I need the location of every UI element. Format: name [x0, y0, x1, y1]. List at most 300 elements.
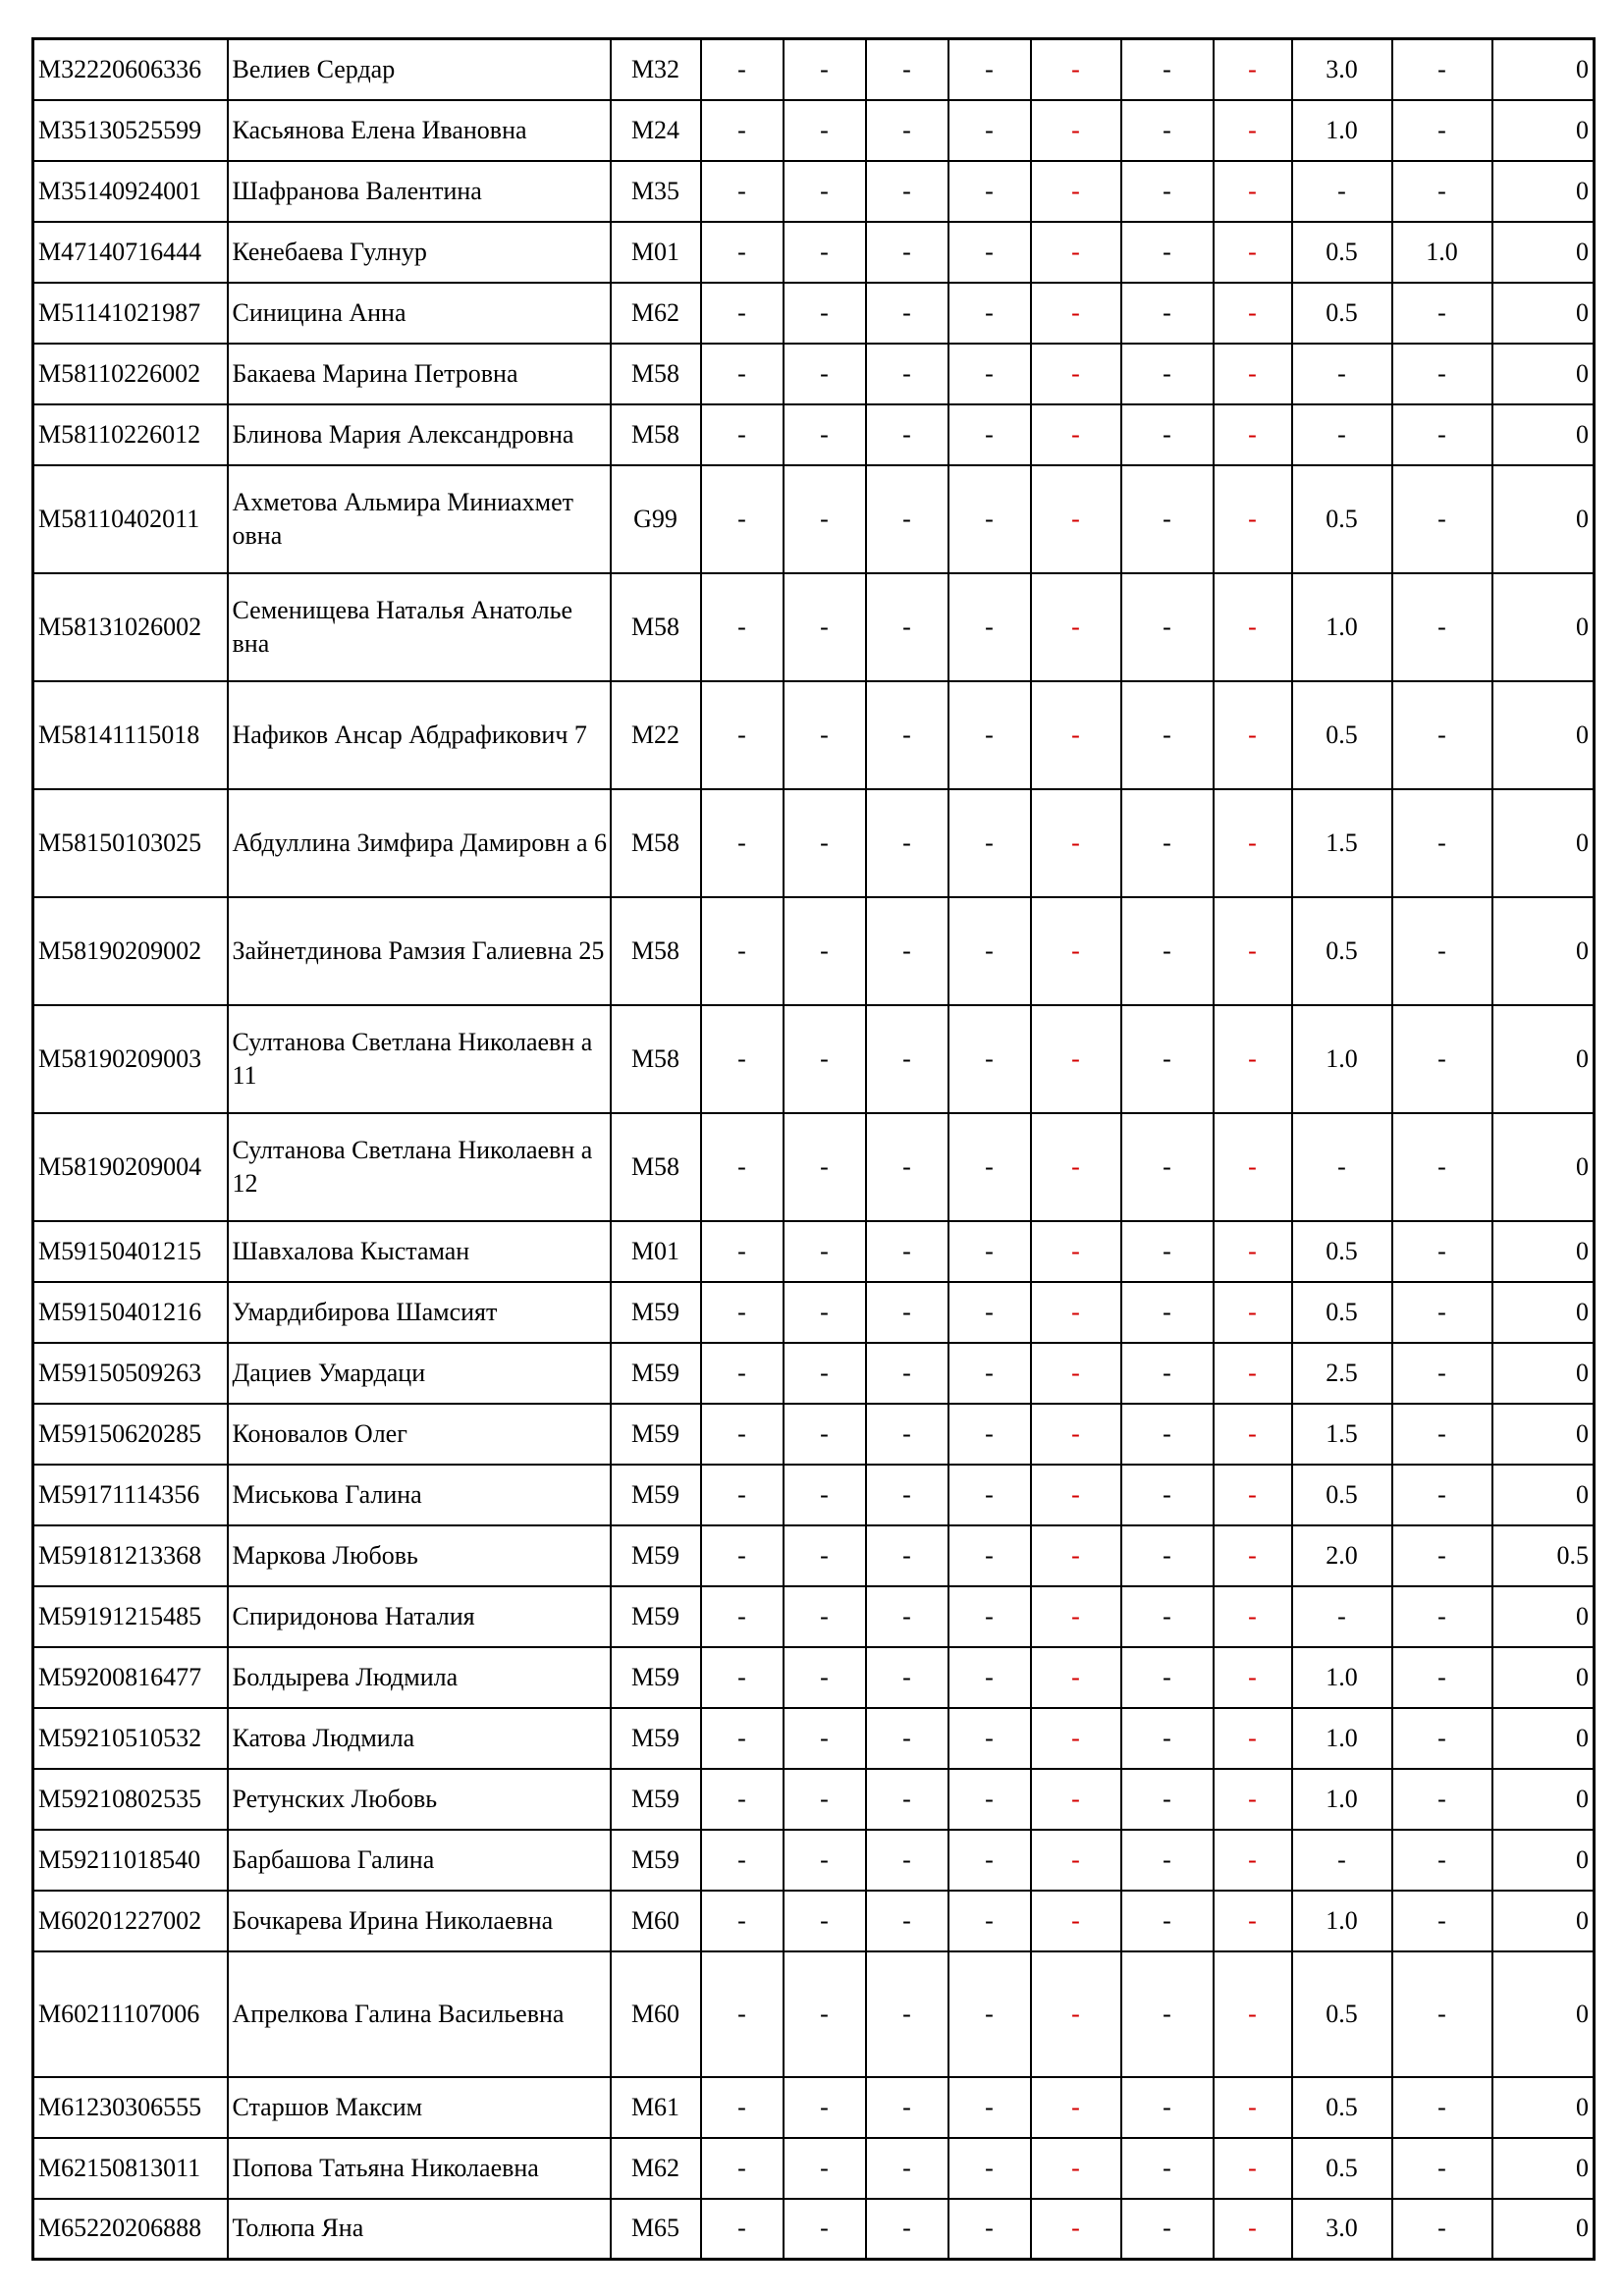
cell-value-6: - [1121, 1343, 1214, 1404]
cell-value-8: - [1292, 404, 1392, 465]
cell-value-5: - [1031, 1951, 1121, 2077]
cell-value-6: - [1121, 573, 1214, 681]
cell-value-4: - [948, 573, 1031, 681]
cell-value-3: - [866, 1525, 948, 1586]
cell-value-8: 0.5 [1292, 1465, 1392, 1525]
cell-value-6: - [1121, 283, 1214, 344]
cell-name: Абдуллина Зимфира Дамировн а 6 [228, 789, 611, 897]
cell-value-8: 2.0 [1292, 1525, 1392, 1586]
cell-value-3: - [866, 1951, 948, 2077]
cell-value-4: - [948, 1525, 1031, 1586]
cell-value-6: - [1121, 1951, 1214, 2077]
cell-code: M59150401216 [33, 1282, 228, 1343]
cell-value-5: - [1031, 2199, 1121, 2260]
cell-value-4: - [948, 2199, 1031, 2260]
cell-value-8: - [1292, 1113, 1392, 1221]
cell-class: M22 [611, 681, 701, 789]
cell-value-3: - [866, 2138, 948, 2199]
cell-name: Толюпа Яна [228, 2199, 611, 2260]
cell-value-8: 1.0 [1292, 1708, 1392, 1769]
cell-value-10: 0 [1492, 2077, 1595, 2138]
cell-value-3: - [866, 573, 948, 681]
cell-value-5: - [1031, 1647, 1121, 1708]
cell-value-10: 0 [1492, 404, 1595, 465]
cell-class: M58 [611, 789, 701, 897]
cell-value-10: 0 [1492, 1647, 1595, 1708]
cell-name: Зайнетдинова Рамзия Галиевна 25 [228, 897, 611, 1005]
cell-value-8: 0.5 [1292, 465, 1392, 573]
cell-value-10: 0 [1492, 1113, 1595, 1221]
cell-value-1: - [701, 897, 784, 1005]
cell-value-5: - [1031, 465, 1121, 573]
cell-value-4: - [948, 1951, 1031, 2077]
cell-value-2: - [784, 1465, 866, 1525]
cell-value-9: - [1392, 789, 1492, 897]
cell-value-6: - [1121, 1586, 1214, 1647]
cell-name: Шавхалова Кыстаман [228, 1221, 611, 1282]
cell-value-6: - [1121, 1708, 1214, 1769]
cell-code: M35140924001 [33, 161, 228, 222]
cell-value-8: 0.5 [1292, 2138, 1392, 2199]
cell-value-4: - [948, 1769, 1031, 1830]
cell-value-5: - [1031, 681, 1121, 789]
cell-value-6: - [1121, 789, 1214, 897]
cell-value-7: - [1214, 222, 1292, 283]
cell-value-6: - [1121, 1282, 1214, 1343]
cell-class: M32 [611, 39, 701, 100]
cell-value-7: - [1214, 573, 1292, 681]
cell-value-6: - [1121, 1465, 1214, 1525]
cell-code: M58110402011 [33, 465, 228, 573]
cell-value-3: - [866, 1465, 948, 1525]
cell-value-3: - [866, 465, 948, 573]
cell-value-1: - [701, 1005, 784, 1113]
cell-value-8: 0.5 [1292, 1951, 1392, 2077]
cell-value-5: - [1031, 1708, 1121, 1769]
cell-value-3: - [866, 1404, 948, 1465]
cell-value-7: - [1214, 344, 1292, 404]
cell-value-1: - [701, 39, 784, 100]
cell-value-9: - [1392, 573, 1492, 681]
cell-value-7: - [1214, 1282, 1292, 1343]
cell-class: M59 [611, 1647, 701, 1708]
cell-name: Бочкарева Ирина Николаевна [228, 1891, 611, 1951]
cell-value-2: - [784, 161, 866, 222]
cell-value-1: - [701, 1525, 784, 1586]
cell-class: M60 [611, 1951, 701, 2077]
cell-class: M58 [611, 573, 701, 681]
cell-value-3: - [866, 283, 948, 344]
cell-value-8: - [1292, 344, 1392, 404]
cell-class: M65 [611, 2199, 701, 2260]
cell-value-8: 0.5 [1292, 681, 1392, 789]
cell-class: M62 [611, 283, 701, 344]
table-row [33, 39, 1595, 100]
cell-value-9: - [1392, 2077, 1492, 2138]
cell-name: Спиридонова Наталия [228, 1586, 611, 1647]
cell-name: Султанова Светлана Николаевн а 12 [228, 1113, 611, 1221]
cell-value-7: - [1214, 1647, 1292, 1708]
cell-value-6: - [1121, 2077, 1214, 2138]
cell-value-7: - [1214, 161, 1292, 222]
cell-value-5: - [1031, 222, 1121, 283]
cell-class: M01 [611, 222, 701, 283]
cell-value-6: - [1121, 344, 1214, 404]
cell-code: M32220606336 [33, 39, 228, 100]
cell-class: M62 [611, 2138, 701, 2199]
cell-value-7: - [1214, 2138, 1292, 2199]
cell-value-7: - [1214, 465, 1292, 573]
table-row [33, 1465, 1595, 1525]
cell-value-4: - [948, 1465, 1031, 1525]
cell-value-2: - [784, 1005, 866, 1113]
cell-value-7: - [1214, 1586, 1292, 1647]
table-row [33, 1586, 1595, 1647]
cell-value-1: - [701, 283, 784, 344]
cell-value-1: - [701, 573, 784, 681]
cell-value-2: - [784, 2199, 866, 2260]
cell-class: M59 [611, 1343, 701, 1404]
cell-name: Старшов Максим [228, 2077, 611, 2138]
cell-value-10: 0 [1492, 681, 1595, 789]
cell-value-8: 1.0 [1292, 100, 1392, 161]
cell-value-10: 0 [1492, 100, 1595, 161]
cell-value-9: - [1392, 897, 1492, 1005]
cell-value-2: - [784, 465, 866, 573]
cell-value-7: - [1214, 1404, 1292, 1465]
cell-value-7: - [1214, 283, 1292, 344]
cell-value-5: - [1031, 2077, 1121, 2138]
cell-value-6: - [1121, 1647, 1214, 1708]
cell-value-2: - [784, 1525, 866, 1586]
cell-name: Маркова Любовь [228, 1525, 611, 1586]
cell-name: Синицина Анна [228, 283, 611, 344]
cell-value-3: - [866, 897, 948, 1005]
cell-value-3: - [866, 1282, 948, 1343]
cell-value-6: - [1121, 465, 1214, 573]
cell-value-10: 0 [1492, 161, 1595, 222]
cell-code: M59211018540 [33, 1830, 228, 1891]
cell-value-5: - [1031, 1343, 1121, 1404]
cell-value-3: - [866, 1005, 948, 1113]
cell-value-1: - [701, 789, 784, 897]
cell-value-4: - [948, 1282, 1031, 1343]
table-row [33, 2077, 1595, 2138]
cell-value-9: - [1392, 1113, 1492, 1221]
cell-value-7: - [1214, 1221, 1292, 1282]
table-row [33, 1113, 1595, 1221]
cell-value-5: - [1031, 161, 1121, 222]
cell-code: M58150103025 [33, 789, 228, 897]
cell-value-3: - [866, 39, 948, 100]
cell-value-4: - [948, 1404, 1031, 1465]
cell-value-9: - [1392, 100, 1492, 161]
cell-value-2: - [784, 222, 866, 283]
cell-value-6: - [1121, 222, 1214, 283]
table-row [33, 1343, 1595, 1404]
cell-value-8: 0.5 [1292, 1282, 1392, 1343]
cell-value-5: - [1031, 404, 1121, 465]
table-row [33, 1647, 1595, 1708]
table-row [33, 161, 1595, 222]
cell-code: M58110226012 [33, 404, 228, 465]
cell-code: M58190209004 [33, 1113, 228, 1221]
cell-value-5: - [1031, 1769, 1121, 1830]
cell-value-3: - [866, 161, 948, 222]
cell-name: Коновалов Олег [228, 1404, 611, 1465]
cell-value-3: - [866, 2199, 948, 2260]
cell-value-7: - [1214, 1830, 1292, 1891]
table-row [33, 1708, 1595, 1769]
cell-value-9: - [1392, 283, 1492, 344]
table-row [33, 404, 1595, 465]
cell-value-8: 1.0 [1292, 1005, 1392, 1113]
cell-value-10: 0.5 [1492, 1525, 1595, 1586]
cell-value-2: - [784, 1891, 866, 1951]
cell-value-8: 3.0 [1292, 2199, 1392, 2260]
cell-value-9: - [1392, 1830, 1492, 1891]
cell-value-3: - [866, 1221, 948, 1282]
cell-value-9: - [1392, 1282, 1492, 1343]
cell-value-5: - [1031, 897, 1121, 1005]
cell-value-10: 0 [1492, 465, 1595, 573]
cell-value-10: 0 [1492, 1891, 1595, 1951]
cell-code: M62150813011 [33, 2138, 228, 2199]
cell-value-10: 0 [1492, 222, 1595, 283]
cell-value-6: - [1121, 161, 1214, 222]
cell-value-5: - [1031, 1113, 1121, 1221]
table-row [33, 681, 1595, 789]
cell-value-5: - [1031, 100, 1121, 161]
cell-value-2: - [784, 1830, 866, 1891]
cell-value-8: 0.5 [1292, 222, 1392, 283]
cell-value-2: - [784, 2138, 866, 2199]
cell-value-4: - [948, 1586, 1031, 1647]
cell-code: M35130525599 [33, 100, 228, 161]
cell-value-6: - [1121, 39, 1214, 100]
cell-value-1: - [701, 1113, 784, 1221]
cell-class: M58 [611, 404, 701, 465]
cell-value-5: - [1031, 1465, 1121, 1525]
cell-value-3: - [866, 344, 948, 404]
cell-name: Нафиков Ансар Абдрафикович 7 [228, 681, 611, 789]
cell-code: M58190209003 [33, 1005, 228, 1113]
cell-value-1: - [701, 465, 784, 573]
cell-code: M58131026002 [33, 573, 228, 681]
cell-value-1: - [701, 2199, 784, 2260]
cell-value-9: - [1392, 681, 1492, 789]
cell-value-2: - [784, 1708, 866, 1769]
cell-value-5: - [1031, 1404, 1121, 1465]
cell-class: M59 [611, 1769, 701, 1830]
cell-value-5: - [1031, 1586, 1121, 1647]
cell-value-6: - [1121, 1891, 1214, 1951]
cell-value-8: 1.0 [1292, 573, 1392, 681]
cell-value-9: - [1392, 1465, 1492, 1525]
cell-value-2: - [784, 100, 866, 161]
cell-value-4: - [948, 1708, 1031, 1769]
cell-value-6: - [1121, 100, 1214, 161]
cell-code: M61230306555 [33, 2077, 228, 2138]
cell-value-3: - [866, 2077, 948, 2138]
cell-name: Болдырева Людмила [228, 1647, 611, 1708]
cell-value-4: - [948, 1113, 1031, 1221]
cell-value-4: - [948, 1830, 1031, 1891]
cell-value-5: - [1031, 1891, 1121, 1951]
cell-value-5: - [1031, 1830, 1121, 1891]
cell-value-2: - [784, 1951, 866, 2077]
cell-value-5: - [1031, 39, 1121, 100]
cell-code: M59181213368 [33, 1525, 228, 1586]
cell-code: M59150620285 [33, 1404, 228, 1465]
cell-name: Касьянова Елена Ивановна [228, 100, 611, 161]
cell-value-8: 2.5 [1292, 1343, 1392, 1404]
cell-value-9: - [1392, 344, 1492, 404]
cell-value-1: - [701, 1769, 784, 1830]
cell-value-1: - [701, 1343, 784, 1404]
cell-value-4: - [948, 404, 1031, 465]
cell-value-4: - [948, 2138, 1031, 2199]
cell-value-2: - [784, 573, 866, 681]
cell-value-3: - [866, 1708, 948, 1769]
cell-code: M60201227002 [33, 1891, 228, 1951]
cell-value-2: - [784, 1221, 866, 1282]
cell-value-1: - [701, 681, 784, 789]
cell-value-2: - [784, 344, 866, 404]
cell-code: M59200816477 [33, 1647, 228, 1708]
cell-value-10: 0 [1492, 897, 1595, 1005]
cell-code: M58141115018 [33, 681, 228, 789]
cell-value-1: - [701, 404, 784, 465]
cell-code: M47140716444 [33, 222, 228, 283]
cell-value-10: 0 [1492, 1282, 1595, 1343]
cell-value-4: - [948, 283, 1031, 344]
cell-name: Ахметова Альмира Миниахмет овна [228, 465, 611, 573]
cell-value-1: - [701, 1647, 784, 1708]
cell-value-1: - [701, 1221, 784, 1282]
cell-value-7: - [1214, 1525, 1292, 1586]
cell-name: Султанова Светлана Николаевн а 11 [228, 1005, 611, 1113]
cell-value-7: - [1214, 681, 1292, 789]
cell-value-7: - [1214, 1005, 1292, 1113]
cell-value-7: - [1214, 2199, 1292, 2260]
cell-value-9: - [1392, 404, 1492, 465]
cell-name: Бакаева Марина Петровна [228, 344, 611, 404]
cell-code: M59210510532 [33, 1708, 228, 1769]
cell-value-10: 0 [1492, 1586, 1595, 1647]
cell-value-4: - [948, 789, 1031, 897]
cell-value-1: - [701, 1708, 784, 1769]
cell-code: M59191215485 [33, 1586, 228, 1647]
table-row [33, 1830, 1595, 1891]
cell-value-10: 0 [1492, 789, 1595, 897]
cell-class: M01 [611, 1221, 701, 1282]
cell-code: M51141021987 [33, 283, 228, 344]
cell-value-10: 0 [1492, 1221, 1595, 1282]
cell-value-2: - [784, 1404, 866, 1465]
cell-value-7: - [1214, 1951, 1292, 2077]
cell-value-6: - [1121, 1769, 1214, 1830]
cell-value-2: - [784, 39, 866, 100]
cell-value-10: 0 [1492, 1769, 1595, 1830]
cell-code: M59210802535 [33, 1769, 228, 1830]
cell-value-9: - [1392, 2199, 1492, 2260]
cell-code: M59150509263 [33, 1343, 228, 1404]
cell-value-6: - [1121, 2199, 1214, 2260]
cell-value-8: 1.0 [1292, 1891, 1392, 1951]
cell-value-2: - [784, 1647, 866, 1708]
cell-value-7: - [1214, 1891, 1292, 1951]
cell-name: Дациев Умардаци [228, 1343, 611, 1404]
cell-name: Умардибирова Шамсият [228, 1282, 611, 1343]
cell-value-1: - [701, 1282, 784, 1343]
table-row [33, 2199, 1595, 2260]
cell-value-1: - [701, 2077, 784, 2138]
cell-value-1: - [701, 1891, 784, 1951]
cell-value-8: 1.0 [1292, 1647, 1392, 1708]
cell-value-3: - [866, 1830, 948, 1891]
cell-value-5: - [1031, 1525, 1121, 1586]
cell-value-5: - [1031, 573, 1121, 681]
cell-value-4: - [948, 1891, 1031, 1951]
cell-value-10: 0 [1492, 283, 1595, 344]
cell-value-10: 0 [1492, 1830, 1595, 1891]
cell-class: M59 [611, 1586, 701, 1647]
cell-value-5: - [1031, 789, 1121, 897]
cell-value-8: - [1292, 1830, 1392, 1891]
table-row [33, 897, 1595, 1005]
cell-value-3: - [866, 1769, 948, 1830]
cell-value-1: - [701, 100, 784, 161]
cell-value-8: 0.5 [1292, 897, 1392, 1005]
cell-class: G99 [611, 465, 701, 573]
cell-value-9: - [1392, 1404, 1492, 1465]
cell-value-6: - [1121, 1005, 1214, 1113]
cell-value-8: 0.5 [1292, 1221, 1392, 1282]
cell-value-3: - [866, 789, 948, 897]
cell-value-1: - [701, 1404, 784, 1465]
table-row [33, 573, 1595, 681]
cell-value-4: - [948, 161, 1031, 222]
cell-name: Семенищева Наталья Анатолье вна [228, 573, 611, 681]
cell-value-4: - [948, 1343, 1031, 1404]
table-row [33, 344, 1595, 404]
cell-value-9: - [1392, 2138, 1492, 2199]
cell-value-7: - [1214, 1113, 1292, 1221]
cell-value-3: - [866, 1113, 948, 1221]
table-row [33, 1951, 1595, 2077]
cell-value-4: - [948, 1005, 1031, 1113]
cell-class: M59 [611, 1830, 701, 1891]
cell-name: Попова Татьяна Николаевна [228, 2138, 611, 2199]
cell-value-7: - [1214, 1708, 1292, 1769]
cell-value-2: - [784, 789, 866, 897]
cell-value-7: - [1214, 1769, 1292, 1830]
table-row [33, 1769, 1595, 1830]
cell-value-10: 0 [1492, 39, 1595, 100]
cell-value-10: 0 [1492, 573, 1595, 681]
table-body [33, 39, 1595, 2260]
cell-value-9: 1.0 [1392, 222, 1492, 283]
cell-value-9: - [1392, 465, 1492, 573]
cell-value-7: - [1214, 897, 1292, 1005]
cell-value-8: 0.5 [1292, 2077, 1392, 2138]
cell-value-8: - [1292, 1586, 1392, 1647]
cell-value-3: - [866, 404, 948, 465]
cell-value-8: 1.5 [1292, 1404, 1392, 1465]
cell-value-3: - [866, 1647, 948, 1708]
cell-value-1: - [701, 1830, 784, 1891]
